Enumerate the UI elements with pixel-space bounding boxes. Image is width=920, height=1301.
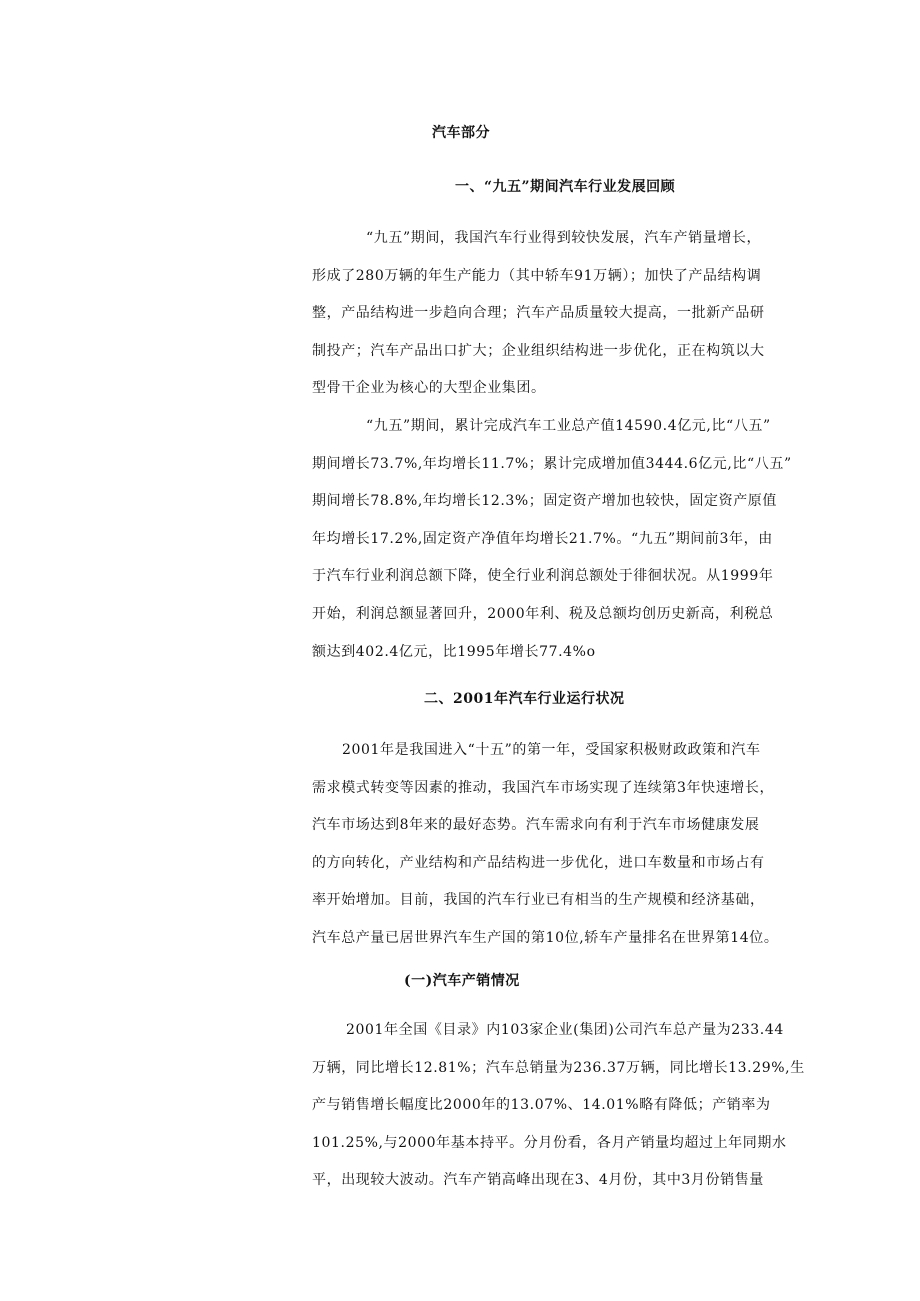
paragraph-line: 平，出现较大波动。汽车产销高峰出现在3、4月份，其中3月份销售量 bbox=[312, 1172, 764, 1189]
paragraph-line: 产与销售增长幅度比2000年的13.07%、14.01%略有降低；产销率为 bbox=[312, 1097, 771, 1114]
paragraph-2001 bbox=[312, 732, 790, 958]
paragraph-line: 汽车总产量已居世界汽车生产国的第10位,轿车产量排名在世界第14位。 bbox=[312, 929, 779, 946]
paragraph-line: 的方向转化，产业结构和产品结构进一步优化，进口车数量和市场占有 bbox=[312, 854, 765, 871]
paragraph-line: 型骨干企业为核心的大型企业集团。 bbox=[312, 380, 546, 397]
paragraph-line: 额达到402.4亿元，比1995年增长77.4%o bbox=[312, 643, 596, 660]
paragraph-line: 开始，利润总额显著回升，2000年利、税及总额均创历史新高，利税总 bbox=[312, 605, 774, 622]
paragraph-output bbox=[312, 408, 790, 671]
paragraph-review bbox=[312, 220, 790, 408]
paragraph-line: 年均增长17.2%,固定资产净值年均增长21.7%。“九五”期间前3年，由 bbox=[312, 530, 773, 547]
paragraph-line: 整，产品结构进一步趋向合理；汽车产品质量较大提高，一批新产品研 bbox=[312, 305, 765, 322]
heading-2001-status: 二、2001年汽车行业运行状况 bbox=[424, 691, 625, 707]
paragraph-line: 汽车市场达到8年来的最好态势。汽车需求向有利于汽车市场健康发展 bbox=[312, 817, 760, 834]
paragraph-line: 2001年全国《目录》内103家企业(集团)公司汽车总产量为233.44 bbox=[346, 1022, 784, 1038]
paragraph-line: “九五”期间，累计完成汽车工业总产值14590.4亿元,比“八五” bbox=[366, 418, 771, 434]
paragraph-line: 2001年是我国进入“十五”的第一年，受国家积极财政政策和汽车 bbox=[342, 742, 761, 758]
paragraph-line: 于汽车行业利润总额下降，使全行业利润总额处于徘徊状况。从1999年 bbox=[312, 568, 774, 585]
paragraph-line: “九五”期间，我国汽车行业得到较快发展，汽车产销量增长， bbox=[366, 230, 762, 246]
paragraph-line: 万辆，同比增长12.81%；汽车总销量为236.37万辆，同比增长13.29%,生 bbox=[312, 1059, 805, 1076]
paragraph-line: 需求模式转变等因素的推动，我国汽车市场实现了连续第3年快速增长， bbox=[312, 779, 775, 796]
section-title: 汽车部分 bbox=[432, 125, 490, 141]
paragraph-line: 制投产；汽车产品出口扩大；企业组织结构进一步优化，正在构筑以大 bbox=[312, 342, 765, 359]
paragraph-production-sales bbox=[312, 1012, 805, 1200]
heading-review: 一、“九五”期间汽车行业发展回顾 bbox=[455, 179, 676, 195]
paragraph-line: 形成了280万辆的年生产能力（其中轿车91万辆）；加快了产品结构调 bbox=[312, 267, 762, 284]
heading-production-sales: (一)汽车产销情况 bbox=[404, 973, 520, 989]
paragraph-line: 期间增长73.7%,年均增长11.7%；累计完成增加值3444.6亿元,比“八五” bbox=[312, 455, 792, 472]
paragraph-line: 101.25%,与2000年基本持平。分月份看，各月产销量均超过上年同期水 bbox=[312, 1134, 787, 1151]
paragraph-line: 期间增长78.8%,年均增长12.3%；固定资产增加也较快，固定资产原值 bbox=[312, 493, 777, 510]
paragraph-line: 率开始增加。目前，我国的汽车行业已有相当的生产规模和经济基础， bbox=[312, 892, 765, 909]
